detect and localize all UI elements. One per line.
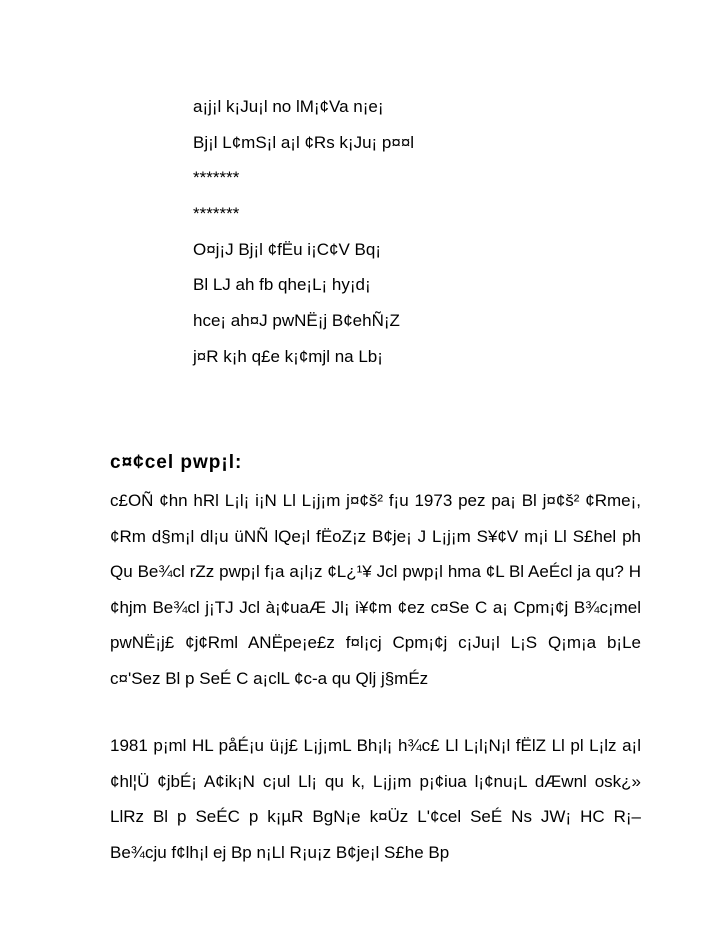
section-heading: c¤¢cel pwp¡l: [110, 452, 243, 473]
verse-line: Bl LJ ah fb qhe¡L¡ hy¡d¡ [193, 275, 371, 295]
verse-line: a¡j¡l k¡Ju¡l no lM¡¢Va n¡e¡ [193, 97, 384, 116]
verse-line: hce¡ ah¤J pwNË¡j B¢ehÑ¡Z [193, 311, 400, 331]
verse-line: ******* [193, 168, 240, 188]
verse-line: O¤j¡J Bj¡l ¢fËu i¡C¢V Bq¡ [193, 239, 381, 259]
body-paragraph: 1981 p¡ml HL påÉ¡u ü¡j£ L¡j¡mL Bh¡l¡ h¾c£ Ll L¡l¡N¡l fËlZ Ll pl L¡lz a¡l ¢hl¦Ü ¢jbÉ¡ A¢ik¡N c¡ul Ll¡ qu k, L¡j¡m p¡¢iua l¡¢nu¡L dÆwnl osk¿» LlRz Bl p SeÉC p k¡µR BgN¡e k¤Üz L'¢cel SeÉ Ns JW¡ HC R¡– Be¾cju f¢lh¡l ej Bp n¡Ll R¡u¡z B¢je¡l S£he Bp [110, 736, 641, 862]
verse-line: j¤R k¡h q£e k¡¢mjl na Lb¡ [193, 346, 383, 366]
verse-list [193, 94, 414, 380]
body-paragraph: c£OÑ ¢hn hRl L¡l¡ i¡N Ll L¡j¡m j¤¢š² f¡u 1973 pez pa¡ Bl j¤¢š² ¢Rme¡, ¢Rm d§m¡l dl¡u üNÑ lQe¡l fËoZ¡z B¢je¡ J L¡j¡m S¥¢V m¡i Ll S£hel ph Qu Be¾cl rZz pwp¡l f¡a a¡l¡z ¢L¿¹¥ Jcl pwp¡l hma ¢L Bl AeÉcl ja qu? H ¢hjm Be¾cl j¡TJ Jcl à¡¢uaÆ Jl¡ i¥¢m ¢ez c¤Se C a¡ Cpm¡¢j B¾c¡mel pwNË¡j£ ¢j¢Rml ANËpe¡e£z f¤l¡cj Cpm¡¢j c¡Ju¡l L¡S Q¡m¡a b¡Le c¤'Sez Bl p SeÉ C a¡clL ¢c-a qu Qlj j§mÉz [110, 491, 641, 688]
verse-line: Bj¡l L¢mS¡l a¡l ¢Rs k¡Ju¡ p¤¤l [193, 132, 415, 152]
verse-line: ******* [193, 204, 240, 224]
